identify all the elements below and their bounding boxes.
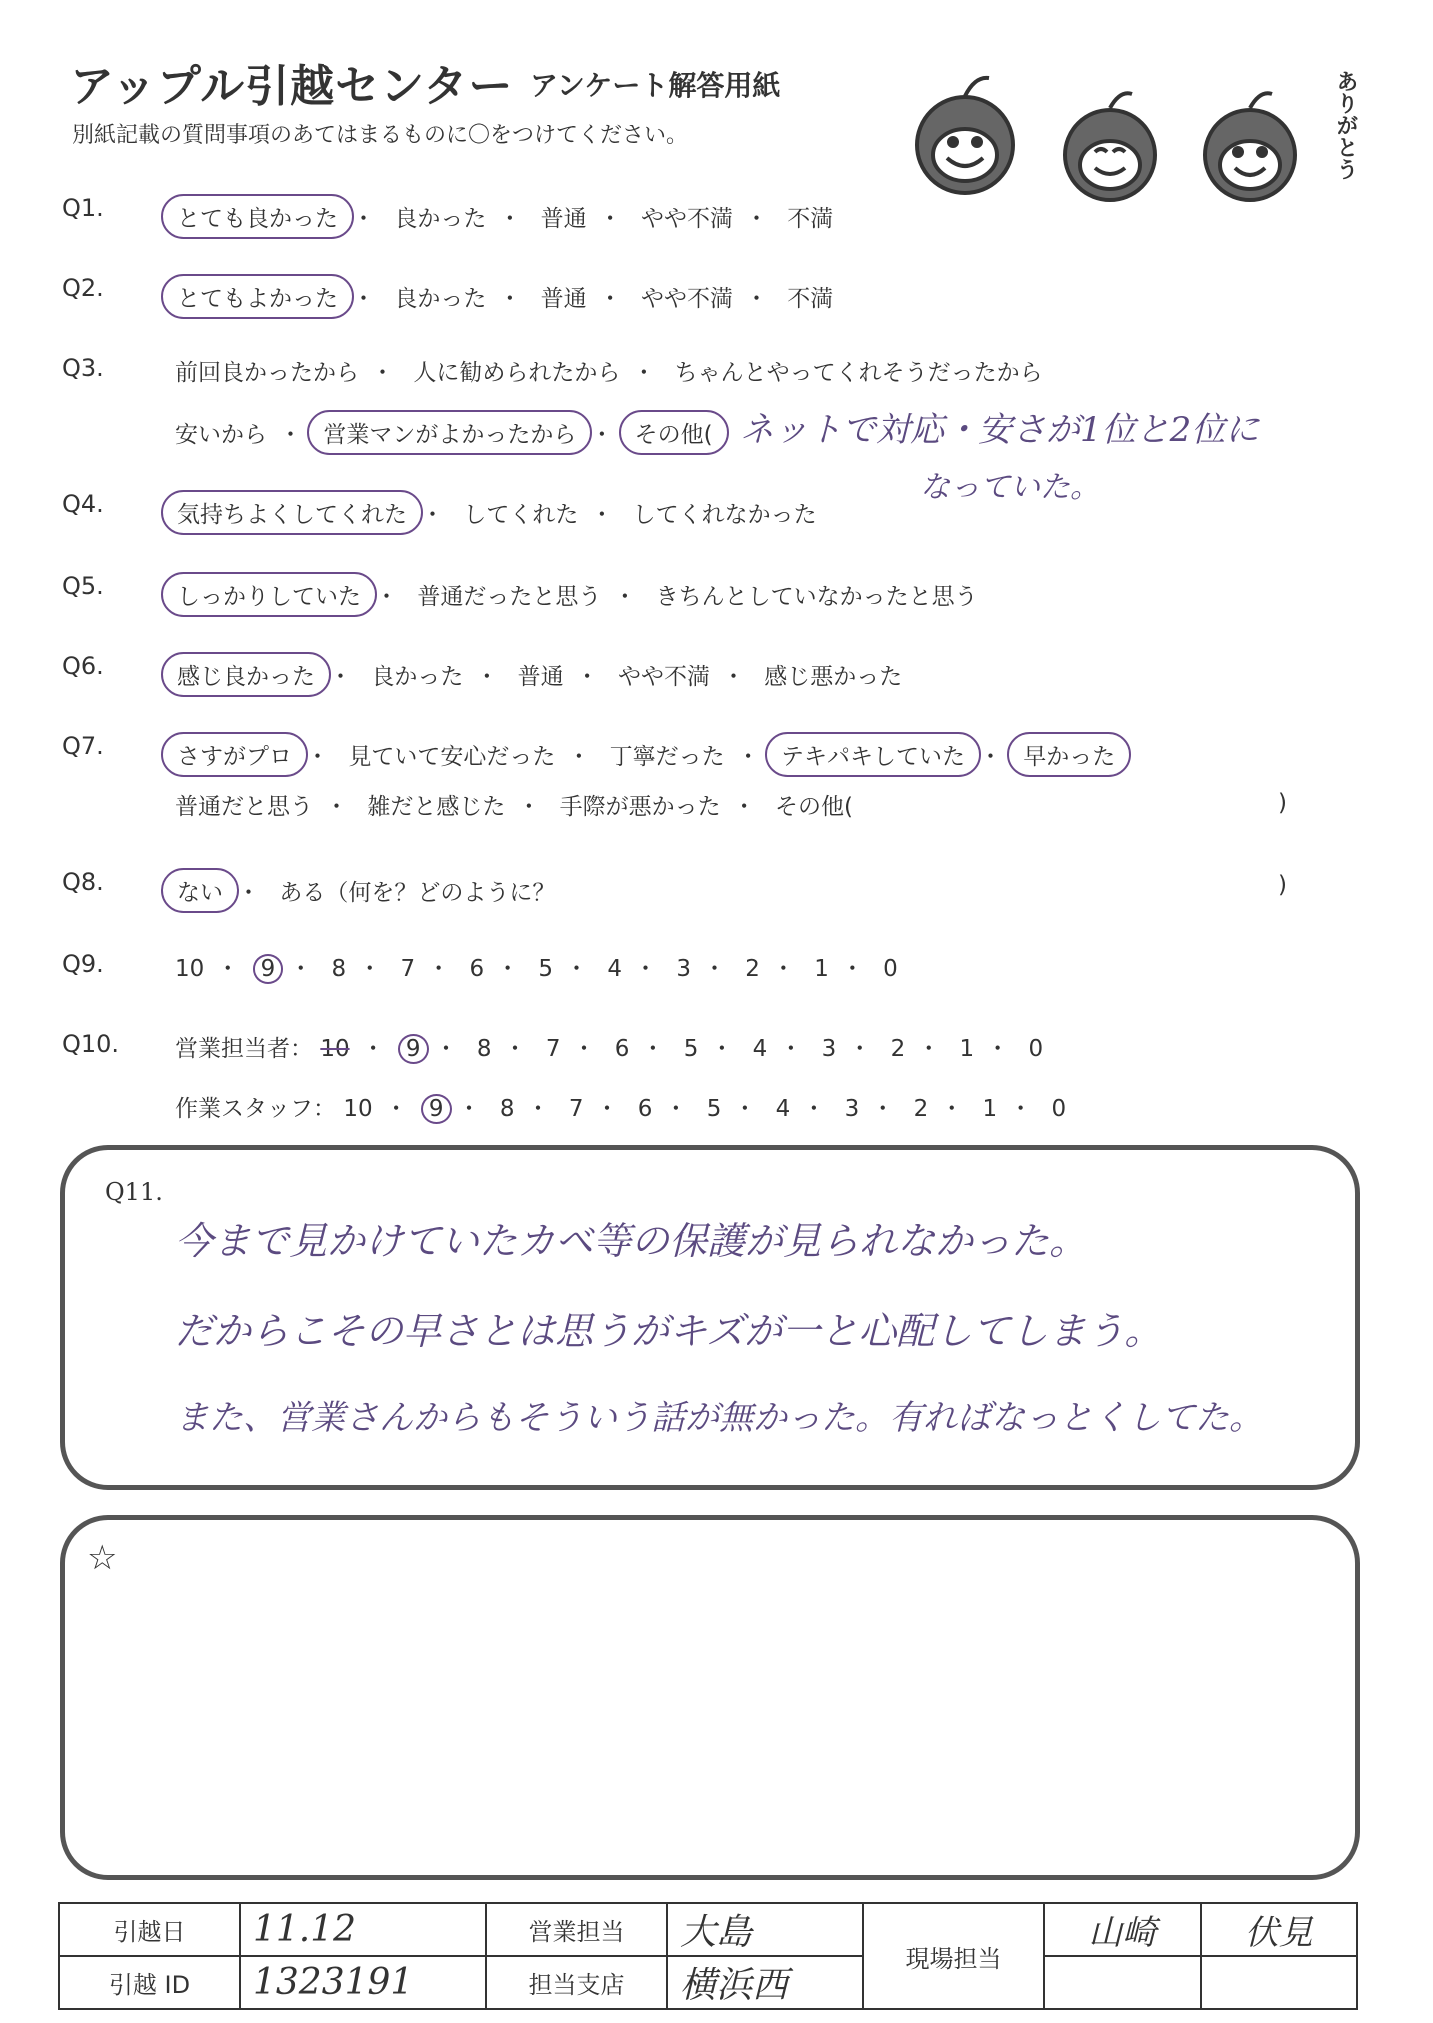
q3-option[interactable]: 人に勧められたから (413, 360, 621, 386)
q10-sales-option[interactable]: 2 (890, 1036, 906, 1062)
q10-sales-row: 営業担当者： 10 ・ 9 ・ 8 ・ 7 ・ 6 ・ 5 ・ 4 ・ 3 ・ 2 ・ 1 ・ 0 (175, 1030, 1043, 1064)
q7-close-paren: ) (1278, 790, 1287, 816)
q9-option[interactable]: 1 (814, 956, 829, 982)
q5-option[interactable]: 普通だったと思う (417, 584, 602, 610)
q7-option[interactable]: 見ていて安心だった (348, 744, 556, 770)
footer-info-table (58, 1902, 1358, 2010)
instruction-text: 別紙記載の質問事項のあてはまるものに〇をつけてください。 (72, 123, 689, 148)
q2-option[interactable]: 良かった (394, 286, 487, 312)
q4-label: Q4. (62, 490, 104, 518)
q4-option[interactable]: してくれなかった (632, 502, 817, 528)
move-date-label: 引越日 (59, 1903, 240, 1956)
q6-options: 感じ良かった ・ 良かった ・ 普通 ・ やや不満 ・ 感じ悪かった (175, 652, 902, 697)
q5-label: Q5. (62, 572, 104, 600)
q6-label: Q6. (62, 652, 104, 680)
q10-sales-label: 営業担当者： (175, 1036, 313, 1062)
q7-option[interactable]: テキパキしていた (765, 732, 981, 777)
q10-staff-option[interactable]: 5 (706, 1096, 722, 1122)
q7-option[interactable]: 早かった (1007, 732, 1131, 777)
q2-label: Q2. (62, 274, 104, 302)
q11-handwritten-line: また、営業さんからもそういう話が無かった。有ればなっとくしてた。 (175, 1398, 1263, 1438)
q10-sales-option[interactable]: 4 (752, 1036, 768, 1062)
q10-staff-option[interactable]: 9 (421, 1094, 452, 1124)
q5-option[interactable]: しっかりしていた (161, 572, 377, 617)
q10-sales-option[interactable]: 0 (1028, 1036, 1044, 1062)
q11-handwritten-line: だからこその早さとは思うがキズが一と心配してしまう。 (175, 1309, 1163, 1353)
q10-sales-option[interactable]: 5 (683, 1036, 699, 1062)
q11-handwritten-line: 今まで見かけていたカベ等の保護が見られなかった。 (175, 1219, 1088, 1263)
q10-sales-option[interactable]: 7 (545, 1036, 561, 1062)
q1-options: とても良かった ・ 良かった ・ 普通 ・ やや不満 ・ 不満 (175, 194, 833, 239)
q3-label: Q3. (62, 354, 104, 382)
q8-option[interactable]: ある（何を？どのように？ (279, 880, 556, 906)
q1-option[interactable]: 普通 (540, 206, 587, 232)
q4-option[interactable]: してくれた (463, 502, 579, 528)
monkey-face-icon (1065, 93, 1155, 200)
q10-staff-option[interactable]: 1 (982, 1096, 998, 1122)
q10-staff-option[interactable]: 3 (844, 1096, 860, 1122)
q10-staff-option[interactable]: 2 (913, 1096, 929, 1122)
page-subtitle: アンケート解答用紙 (530, 69, 781, 102)
field-staff-empty-cell (1044, 1956, 1201, 2009)
q9-option[interactable]: 8 (331, 956, 347, 982)
q9-option[interactable]: 4 (607, 956, 622, 982)
q10-sales-option-crossed[interactable]: 10 (320, 1036, 350, 1062)
branch-label: 担当支店 (486, 1956, 667, 2009)
field-staff-value: 伏見 (1201, 1903, 1358, 1956)
q3-option[interactable]: 安いから (175, 422, 267, 448)
q10-sales-option[interactable]: 3 (821, 1036, 837, 1062)
q7-option[interactable]: 普通だと思う (175, 794, 313, 820)
q2-option[interactable]: やや不満 (640, 286, 733, 312)
q10-sales-option[interactable]: 1 (959, 1036, 975, 1062)
q6-option[interactable]: 普通 (517, 664, 564, 690)
q6-option[interactable]: やや不満 (617, 664, 710, 690)
q10-staff-option[interactable]: 0 (1051, 1096, 1067, 1122)
q7-option[interactable]: 丁寧だった (609, 744, 725, 770)
q10-sales-option[interactable]: 6 (614, 1036, 630, 1062)
field-staff-empty-cell (1201, 1956, 1358, 2009)
q10-sales-option[interactable]: 8 (476, 1036, 492, 1062)
q9-option[interactable]: 10 (175, 956, 205, 982)
q3-handwritten-answer: ネットで対応・安さが1位と2位に (740, 410, 1260, 450)
field-staff-value: 山崎 (1044, 1903, 1201, 1956)
q6-option[interactable]: 感じ悪かった (764, 664, 903, 690)
q7-options-line1: さすがプロ ・ 見ていて安心だった ・ 丁寧だった ・ テキパキしていた ・ 早かった (175, 732, 1117, 777)
q9-label: Q9. (62, 950, 104, 978)
q7-label: Q7. (62, 732, 104, 760)
q1-option[interactable]: やや不満 (640, 206, 733, 232)
q9-option[interactable]: 5 (538, 956, 554, 982)
sales-name-value: 大島 (667, 1903, 863, 1956)
q2-option[interactable]: 普通 (540, 286, 587, 312)
q10-sales-option[interactable]: 9 (398, 1034, 429, 1064)
q7-options-line2: 普通だと思う ・ 雑だと感じた ・ 手際が悪かった ・ その他( (175, 788, 853, 821)
q9-option[interactable]: 2 (745, 956, 760, 982)
q2-option[interactable]: とてもよかった (161, 274, 354, 319)
q10-staff-row: 作業スタッフ： 10 ・ 9 ・ 8 ・ 7 ・ 6 ・ 5 ・ 4 ・ 3 ・ 2 ・ 1 ・ 0 (175, 1090, 1066, 1124)
move-id-value: 1323191 (240, 1956, 486, 2009)
q9-option[interactable]: 9 (253, 954, 284, 984)
q2-options: とてもよかった ・ 良かった ・ 普通 ・ やや不満 ・ 不満 (175, 274, 833, 319)
q7-option[interactable]: さすがプロ (161, 732, 308, 777)
q9-option[interactable]: 0 (883, 956, 898, 982)
q11-label: Q11. (105, 1178, 163, 1206)
q8-options: ない ・ ある（何を？どのように？ (175, 868, 555, 913)
q6-option[interactable]: 良かった (371, 664, 464, 690)
thanks-text: ありがとう (1333, 70, 1358, 180)
q3-option-other[interactable]: その他( (619, 410, 729, 455)
q10-staff-option[interactable]: 6 (637, 1096, 653, 1122)
page-title: アップル引越センター (70, 61, 514, 112)
q9-options: 10 ・ 9 ・ 8 ・ 7 ・ 6 ・ 5 ・ 4 ・ 3 ・ 2 ・ 1 ・ 0 (175, 956, 898, 982)
q3-option[interactable]: 営業マンがよかったから (307, 410, 592, 455)
move-id-label: 引越 ID (59, 1956, 240, 2009)
q1-option[interactable]: とても良かった (161, 194, 354, 239)
q5-option[interactable]: きちんとしていなかったと思う (655, 584, 978, 610)
q8-label: Q8. (62, 868, 104, 896)
q3-option[interactable]: ちゃんとやってくれそうだったから (674, 360, 1043, 386)
q1-option[interactable]: 良かった (394, 206, 487, 232)
q10-staff-option[interactable]: 7 (568, 1096, 584, 1122)
q7-option[interactable]: 手際が悪かった (559, 794, 721, 820)
q9-option[interactable]: 6 (469, 956, 485, 982)
star-icon: ☆ (87, 1538, 118, 1578)
field-staff-label: 現場担当 (863, 1903, 1044, 2009)
branch-name-value: 横浜西 (667, 1956, 863, 2009)
q10-staff-option[interactable]: 8 (499, 1096, 515, 1122)
monkey-mascots-illustration (895, 60, 1335, 230)
q4-option[interactable]: 気持ちよくしてくれた (161, 490, 423, 535)
q9-option[interactable]: 3 (676, 956, 691, 982)
q10-staff-label: 作業スタッフ： (175, 1096, 336, 1122)
q10-staff-option[interactable]: 10 (343, 1096, 373, 1122)
q3-options-line2: 安いから ・ 営業マンがよかったから ・ その他( (175, 410, 715, 455)
q3-option[interactable]: 前回良かったから (175, 360, 359, 386)
q7-option[interactable]: 雑だと感じた (367, 794, 506, 820)
q8-option[interactable]: ない (161, 868, 239, 913)
q1-label: Q1. (62, 194, 104, 222)
monkey-face-icon (1205, 93, 1295, 200)
move-date-value: 11.12 (240, 1903, 486, 1956)
sales-label: 営業担当 (486, 1903, 667, 1956)
q7-option-other[interactable]: その他( (774, 794, 853, 820)
q6-option[interactable]: 感じ良かった (161, 652, 331, 697)
q11-comment-box[interactable] (60, 1145, 1360, 1490)
q8-close-paren: ) (1278, 872, 1287, 898)
monkey-face-icon (917, 78, 1013, 193)
q4-options: 気持ちよくしてくれた ・ してくれた ・ してくれなかった (175, 490, 817, 535)
q10-label: Q10. (62, 1030, 120, 1058)
q3-handwritten-answer-cont: なっていた。 (920, 470, 1100, 505)
q2-option[interactable]: 不満 (787, 286, 834, 312)
q10-staff-option[interactable]: 4 (775, 1096, 791, 1122)
q5-options: しっかりしていた ・ 普通だったと思う ・ きちんとしていなかったと思う (175, 572, 978, 617)
q1-option[interactable]: 不満 (787, 206, 834, 232)
free-comment-box[interactable] (60, 1515, 1360, 1880)
q9-option[interactable]: 7 (400, 956, 416, 982)
q3-options-line1: 前回良かったから ・ 人に勧められたから ・ ちゃんとやってくれそうだったから (175, 354, 1043, 387)
